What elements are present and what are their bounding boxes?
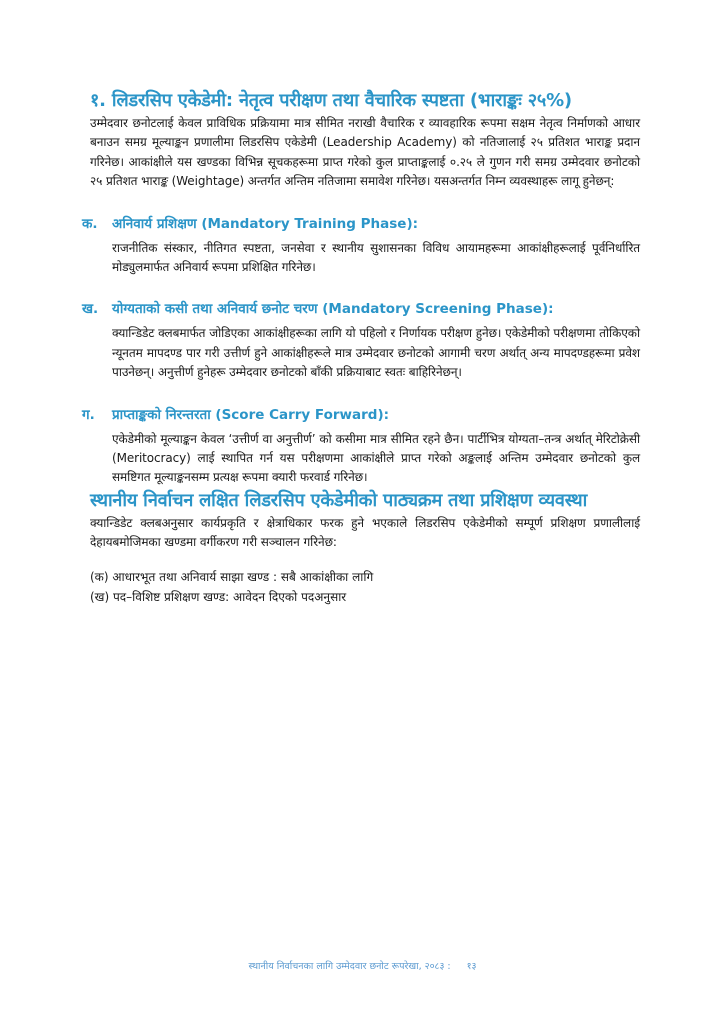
list-item: (ख) पद–विशिष्ट प्रशिक्षण खण्ड: आवेदन दिएको पदअनुसार: [90, 589, 347, 604]
item-paragraph: राजनीतिक संस्कार, नीतिगत स्पष्टता, जनसेवा र स्थानीय सुशासनका विविध आयामहरूमा आकांक्षीहरूलाई पूर्वनिर्धारित मोड्युलमार्फत अनिवार्य रूपमा प्रशिक्षित गरिनेछ।: [112, 240, 640, 275]
item-marker: क.: [82, 215, 98, 232]
section-heading-leadership-academy: १. लिडरसिप एकेडेमी: नेतृत्व परीक्षण तथा वैचारिक स्पष्टता (भाराङ्कः २५%): [90, 90, 572, 111]
footer-text: स्थानीय निर्वाचनका लागि उम्मेदवार छनोट रूपरेखा, २०८३ :: [248, 961, 451, 972]
item-mandatory-screening: [82, 299, 640, 382]
item-paragraph: क्यान्डिडेट क्लबमार्फत जोडिएका आकांक्षीहरूका लागि यो पहिलो र निर्णायक परीक्षण हुनेछ। एकेडेमीको परीक्षणमा तोकिएको न्यूनतम मापदण्ड पार गरी उत्तीर्ण हुने आकांक्षीहरूले मात्र उम्मेदवार छनोटको आगामी चरण अर्थात् अन्य मापदण्डहरूमा प्रवेश पाउनेछन्। अनुत्तीर्ण हुनेहरू उम्मेदवार छनोटको बाँकी प्रक्रियाबाट स्वतः बाहिरिनेछन्।: [112, 326, 640, 380]
item-mandatory-training: [82, 214, 640, 278]
curriculum-intro-paragraph: क्यान्डिडेट क्लबअनुसार कार्यप्रकृति र क्षेत्राधिकार फरक हुने भएकाले लिडरसिप एकेडेमीको सम्पूर्ण प्रशिक्षण प्रणालीलाई देहायबमोजिमका खण्डमा वर्गीकरण गरी सञ्चालन गरिनेछ:: [90, 515, 640, 550]
item-title: योग्यताको कसी तथा अनिवार्य छनोट चरण (Mandatory Screening Phase):: [112, 301, 554, 318]
item-paragraph: एकेडेमीको मूल्याङ्कन केवल ‘उत्तीर्ण वा अनुत्तीर्ण’ को कसीमा मात्र सीमित रहने छैन। पार्टीभित्र योग्यता–तन्त्र अर्थात् मेरिटोक्रेसी (Meritocracy) लाई स्थापित गर्न यस परीक्षणमा आकांक्षीले प्राप्त गरेको अङ्कलाई अन्तिम उम्मेदवार छनोटको कुल समष्टिगत मूल्याङ्कनसम्म प्रत्यक्ष रूपमा क्यारी फरवार्ड गरिनेछ।: [112, 431, 640, 485]
page-footer: [0, 960, 725, 974]
section-intro-paragraph: उम्मेदवार छनोटलाई केवल प्राविधिक प्रक्रियामा मात्र सीमित नराखी वैचारिक र व्यावहारिक रूपमा सक्षम नेतृत्व निर्माणको आधार बनाउन समग्र मूल्याङ्कन प्रणालीमा लिडरसिप एकेडेमी (Leadership Academy) को नतिजालाई २५ प्रतिशत भाराङ्क प्रदान गरिनेछ। आकांक्षीले यस खण्डका विभिन्न सूचकहरूमा प्राप्त गरेको कुल प्राप्ताङ्कलाई ०.२५ ले गुणन गरी समग्र उम्मेदवार छनोटको २५ प्रतिशत भाराङ्क (Weightage) अन्तर्गत अन्तिम नतिजामा समावेश गरिनेछ। यसअन्तर्गत निम्न व्यवस्थाहरू लागू हुनेछन्:: [90, 116, 640, 189]
item-marker: ख.: [82, 301, 99, 318]
item-title: प्राप्ताङ्कको निरन्तरता (Score Carry Forward):: [112, 406, 390, 423]
item-title: अनिवार्य प्रशिक्षण (Mandatory Training Phase):: [112, 215, 419, 232]
item-score-carry-forward: [82, 405, 640, 488]
item-heading: [82, 405, 640, 425]
main-content: [82, 88, 640, 607]
page-number: १३: [466, 961, 477, 972]
item-marker: ग.: [82, 406, 95, 423]
item-heading: [82, 214, 640, 234]
list-item: (क) आधारभूत तथा अनिवार्य साझा खण्ड : सबै आकांक्षीका लागि: [90, 569, 374, 584]
item-heading: [82, 299, 640, 319]
curriculum-list: [90, 567, 640, 607]
section-heading-curriculum: स्थानीय निर्वाचन लक्षित लिडरसिप एकेडेमीको पाठ्यक्रम तथा प्रशिक्षण व्यवस्था: [90, 489, 588, 511]
